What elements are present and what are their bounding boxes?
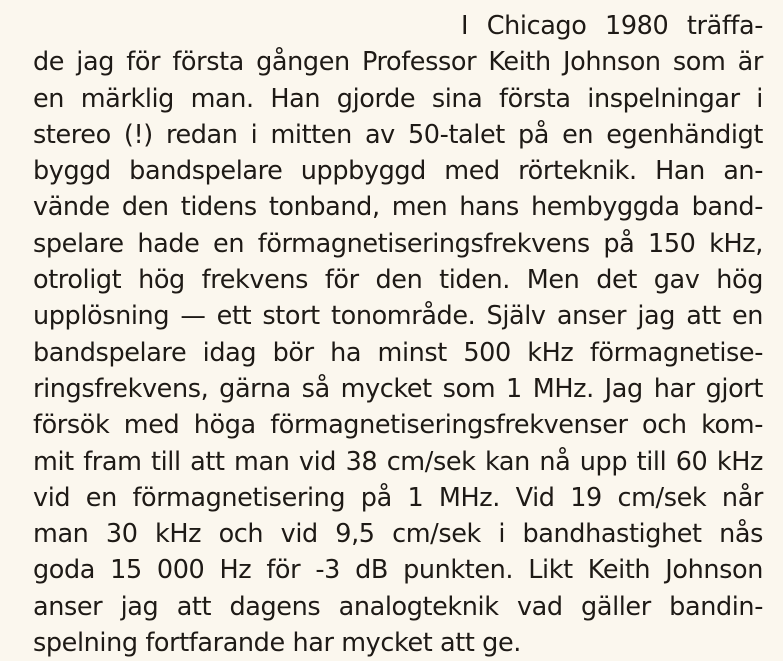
article-text [33,8,763,661]
text-line: upplösning — ett stort tonområde. Själv anser jag att en [33,301,763,332]
text-line: vid en förmagnetisering på 1 MHz. Vid 19 cm/sek når [33,482,763,513]
text-line: ringsfrekvens, gärna så mycket som 1 MHz. Jag har gjort [33,373,763,404]
text-line: bandspelare idag bör ha minst 500 kHz förmagnetise- [33,337,763,368]
text-line: man 30 kHz och vid 9,5 cm/sek i bandhastighet nås [33,519,763,550]
text-line: goda 15 000 Hz för -3 dB punkten. Likt Keith Johnson [33,555,763,586]
text-line: anser jag att dagens analogteknik vad gäller bandin- [33,591,763,622]
text-line: I Chicago 1980 träffa- [461,11,763,41]
text-line: de jag för första gången Professor Keith Johnson som är [33,47,763,78]
text-line: spelning fortfarande har mycket att ge. [33,628,521,659]
text-line: stereo (!) redan i mitten av 50-talet på en egenhändigt [33,119,763,150]
text-line: försök med höga förmagnetiseringsfrekvenser och kom- [33,410,763,441]
text-line: vände den tidens tonband, men hans hembyggda band- [33,192,763,223]
text-line: byggd bandspelare uppbyggd med rörteknik. Han an- [33,156,763,187]
text-line: spelare hade en förmagnetiseringsfrekvens på 150 kHz, [33,228,763,259]
text-line: otroligt hög frekvens för den tiden. Men det gav hög [33,265,763,296]
text-line: en märklig man. Han gjorde sina första inspelningar i [33,83,763,114]
text-line: mit fram till att man vid 38 cm/sek kan nå upp till 60 kHz [33,446,763,477]
